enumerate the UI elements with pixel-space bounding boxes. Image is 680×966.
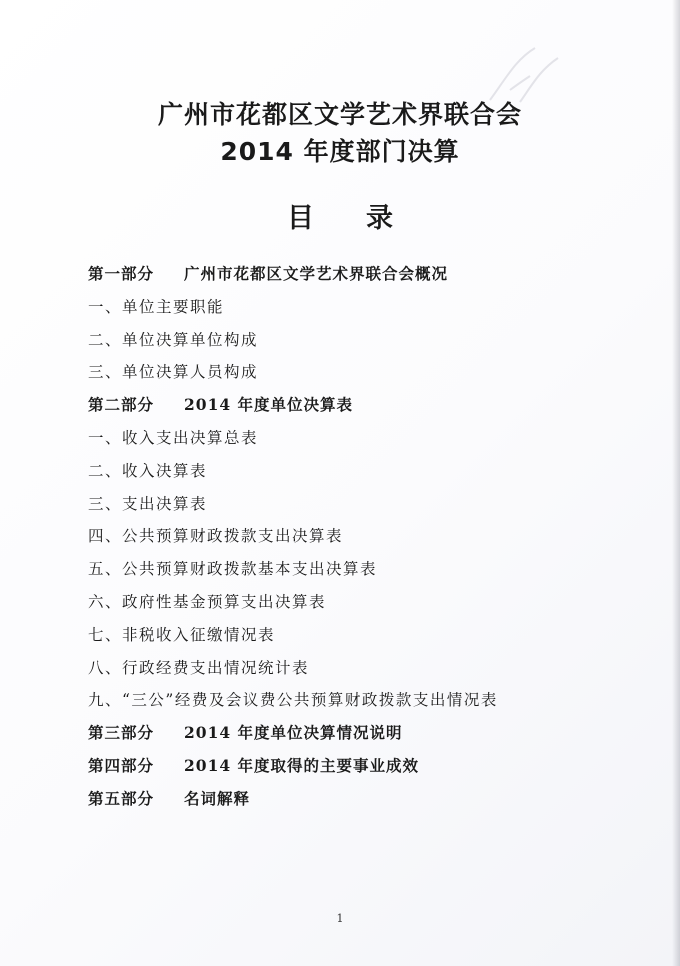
toc-item: 一、收入支出决算总表 <box>88 428 259 447</box>
toc-part-title: 2014 年度单位决算情况说明 <box>184 723 403 743</box>
toc-item: 二、收入决算表 <box>88 461 208 480</box>
toc-part-title: 2014 年度单位决算表 <box>184 395 354 415</box>
toc-item: 二、单位决算单位构成 <box>88 330 259 349</box>
toc-part-label: 第三部分 <box>88 723 155 743</box>
document-subtitle: 2014 年度部门决算 <box>220 137 460 166</box>
toc-item: 五、公共预算财政拨款基本支出决算表 <box>88 560 378 579</box>
toc-item: 四、公共预算财政拨款支出决算表 <box>88 527 344 546</box>
table-of-contents <box>88 258 648 816</box>
document-title: 广州市花都区文学艺术界联合会 <box>157 100 522 129</box>
toc-part-label: 第四部分 <box>88 755 155 775</box>
toc-part-label: 第五部分 <box>88 788 155 808</box>
toc-part-title: 广州市花都区文学艺术界联合会概况 <box>184 264 449 283</box>
toc-part-label: 第一部分 <box>88 264 155 283</box>
toc-item: 三、支出决算表 <box>88 494 208 513</box>
toc-item: 六、政府性基金预算支出决算表 <box>88 592 327 611</box>
toc-item: 九、“三公”经费及会议费公共预算财政拨款支出情况表 <box>88 691 498 710</box>
toc-part-entry <box>88 389 648 422</box>
toc-heading: 目录 <box>287 203 445 234</box>
toc-part-title: 名词解释 <box>184 788 251 808</box>
toc-part-label: 第二部分 <box>88 395 155 415</box>
toc-item: 三、单位决算人员构成 <box>88 363 259 382</box>
toc-part-entry <box>88 750 648 783</box>
page-number: 1 <box>336 912 344 925</box>
toc-item: 七、非税收入征缴情况表 <box>88 625 276 644</box>
toc-part-entry <box>88 783 648 816</box>
toc-item: 一、单位主要职能 <box>88 297 225 316</box>
toc-part-entry <box>88 258 648 291</box>
toc-item: 八、行政经费支出情况统计表 <box>88 658 310 677</box>
toc-part-title: 2014 年度取得的主要事业成效 <box>184 755 420 775</box>
toc-part-entry <box>88 717 648 750</box>
